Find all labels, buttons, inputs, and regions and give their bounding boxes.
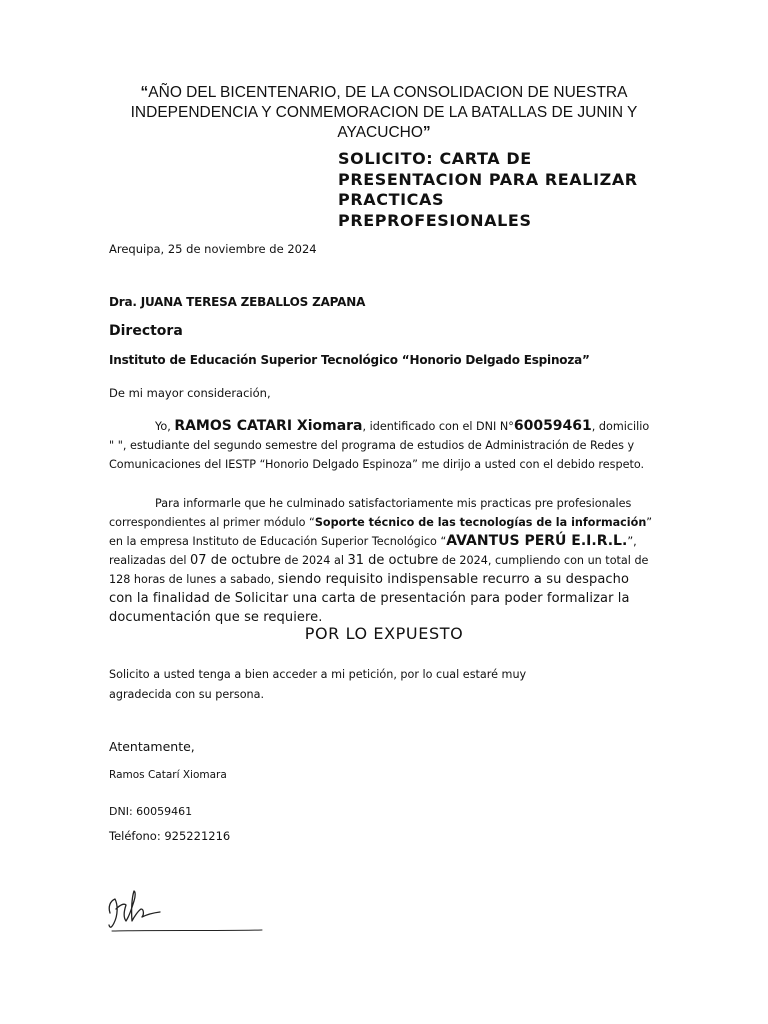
p2-b: ” en la empresa Instituto de Educación Superior Tecnológico “ (109, 516, 653, 548)
student-dni: 60059461 (513, 418, 592, 434)
request-paragraph: Solicito a usted tenga a bien acceder a mi petición, por lo cual estaré muy agradecida con su persona. (109, 668, 527, 701)
p1-rest: , domicilio " ", estudiante del segundo semestre del programa de estudios de Administración de Redes y Comunicaciones del IESTP “Honorio Delgado Espinoza” me dirijo a usted con el debido respeto. (109, 420, 650, 471)
p2-e: de 2024, cumpliendo con un total de 128 horas de lunes a sabado, (109, 554, 649, 586)
year-motto (110, 83, 658, 143)
addressee-name: Dra. JUANA TERESA ZEBALLOS ZAPANA (109, 295, 366, 309)
closing: Atentamente, (109, 739, 195, 754)
p2-f: siendo requisito indispensable recurro a su despacho con la finalidad de Solicitar una carta de presentación para poder formalizar la documentación que se requiere. (109, 572, 630, 625)
motto-text: AÑO DEL BICENTENARIO, DE LA CONSOLIDACION DE NUESTRA INDEPENDENCIA Y CONMEMORACION DE LA BATALLAS DE JUNIN Y AYACUCHO (130, 84, 638, 141)
greeting: De mi mayor consideración, (109, 386, 271, 400)
addressee-institute: Instituto de Educación Superior Tecnológico “Honorio Delgado Espinoza” (109, 353, 590, 367)
subject-heading: SOLICITO: CARTA DE PRESENTACION PARA REALIZAR PRACTICAS PREPROFESIONALES (338, 149, 638, 230)
addressee-role: Directora (109, 323, 183, 339)
section-title: POR LO EXPUESTO (304, 624, 464, 643)
module-name: Soporte técnico de las tecnologías de la información (314, 516, 647, 529)
p1-mid: , identificado con el DNI N° (362, 420, 514, 433)
paragraph-identification (109, 417, 654, 474)
p2-a: Para informarle que he culminado satisfactoriamente mis practicas pre profesionales correspondientes al primer módulo “ (109, 497, 632, 529)
handwritten-signature (104, 885, 269, 945)
letter-date: Arequipa, 25 de noviembre de 2024 (109, 242, 317, 256)
start-date: 07 de octubre (190, 553, 281, 568)
close-quote: ” (422, 124, 431, 141)
p1-yo: Yo, (155, 420, 175, 433)
signer-phone: Teléfono: 925221216 (109, 829, 231, 843)
student-name: RAMOS CATARI Xiomara (174, 418, 363, 434)
open-quote: “ (140, 84, 149, 101)
paragraph-practice (109, 494, 654, 627)
p2-c: ”, realizadas del (109, 535, 637, 567)
p2-d: de 2024 al (280, 554, 348, 567)
signer-name: Ramos Catarí Xiomara (109, 769, 227, 781)
company-name: AVANTUS PERÚ E.I.R.L. (446, 533, 628, 549)
end-date: 31 de octubre (347, 553, 439, 568)
signer-dni: DNI: 60059461 (109, 805, 193, 818)
